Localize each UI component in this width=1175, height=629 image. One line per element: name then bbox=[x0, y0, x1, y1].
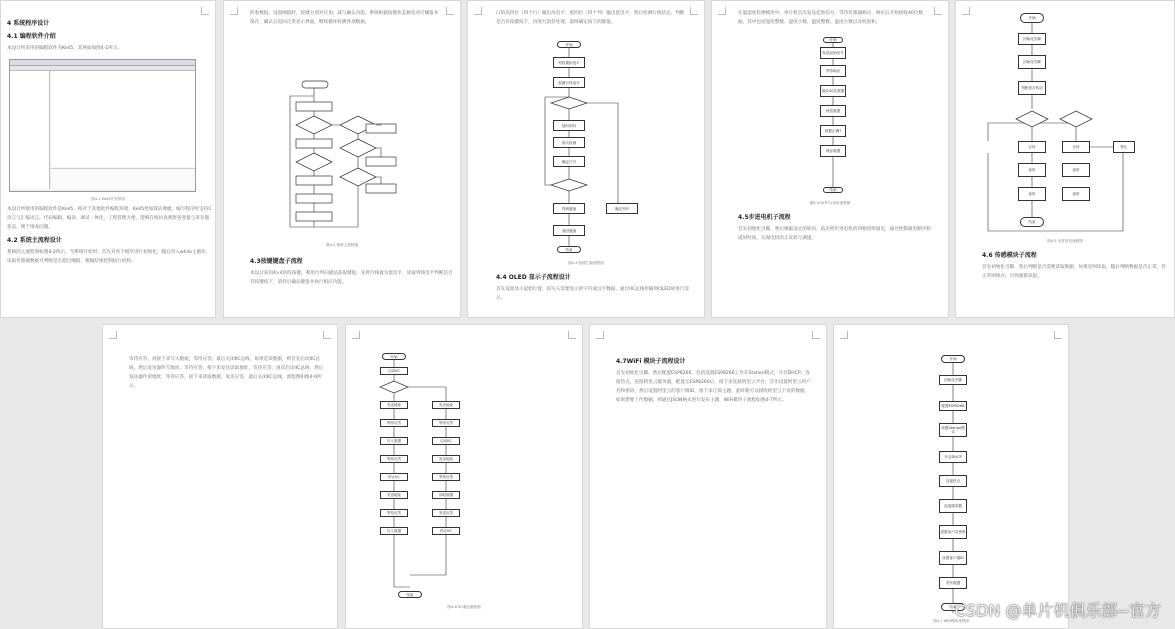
flow-step: 延时消抖 bbox=[553, 120, 585, 131]
paragraph: 首先初始化引脚，然后判断是否需要读取数据，如果是则读取，随后判断数据是否正常，若正常则保存，否则重新读取。 bbox=[982, 265, 1166, 279]
flow-step: 启动IIC bbox=[432, 437, 460, 445]
paragraph: 本设计采用4×4矩阵按键，利用行列扫描法获取键值，先将行线置为低电平，读取列线电平判断是否有按键按下，消抖后确认键值并执行相应功能。 bbox=[250, 271, 453, 285]
flow-step: 接收40位数据 bbox=[820, 85, 846, 97]
keil-screenshot bbox=[9, 59, 196, 192]
screenshot-project-panel bbox=[10, 71, 50, 189]
document-page-2[interactable] bbox=[223, 0, 461, 318]
flow-step: 确定列号 bbox=[606, 203, 638, 214]
flow-step: 发送应答 bbox=[432, 509, 460, 517]
document-page-7[interactable] bbox=[345, 324, 583, 629]
paragraph: 等待应答，再接下来写入数据，等待应答，最后关闭IIC总线。如果是读数据，则首先启动IIC总线，然后发送器件写地址，等待应答，接下来发送读取地址，等待应答，再次启动IIC总线，然后发送器件读地址，等待应答，接下来读取数据，发送应答，最后关闭IIC总线，流程图如图4-6所示。 bbox=[129, 357, 324, 389]
flow-step: 开始 bbox=[1020, 13, 1044, 23]
flow-step: 开始 bbox=[941, 355, 965, 363]
subsection-heading: 4.5步进电机子流程 bbox=[738, 214, 791, 221]
paragraph: 本设计所使用的编程软件是Keil5，相对于其他软件编程环境，Keil5更加简洁便捷。编写程序时支持C语言与汇编语言，代码编辑、编译、调试一体化，工程管理方便，能够在线仿真观察各变量与寄存器状态，便于排查问题。 bbox=[7, 207, 212, 230]
subsection-heading: 4.2 系统主流程设计 bbox=[7, 237, 62, 244]
flow-step: 发布数据 bbox=[939, 577, 967, 589]
flow-step: 发送地址 bbox=[380, 491, 408, 499]
flow-step: 等待应答 bbox=[432, 473, 460, 481]
flow-step: 开始 bbox=[382, 353, 406, 360]
flow-step: 结束 bbox=[557, 246, 581, 253]
flow-box bbox=[366, 124, 396, 133]
flow-decision bbox=[380, 381, 408, 393]
paragraph: 的参数值。设置阈值时，按键分别对应加、减与确认功能，系统根据按键状态修改对应阈值并保存，确认后返回正常显示界面，继续循环检测各项数据。 bbox=[250, 11, 439, 25]
flow-step: 设置客户端ID bbox=[939, 551, 967, 565]
page-corner-mark bbox=[812, 331, 820, 339]
flow-step: 等待应答 bbox=[432, 419, 460, 427]
flow-step: 保存数据 bbox=[820, 145, 846, 157]
document-page-4[interactable] bbox=[711, 0, 949, 318]
paragraph: 系统的主流程图如图4-2所示。当系统开始时，首先对各个模块进行初始化，随后进入while主循环，读取传感器数据并判断是否超过阈值，根据结果控制执行机构。 bbox=[7, 250, 211, 264]
flow-step: 发送起始信号 bbox=[820, 47, 846, 59]
page-corner-mark bbox=[323, 331, 331, 339]
flow-step: 发送地址 bbox=[432, 401, 460, 409]
flow-step: 等待响应 bbox=[820, 65, 846, 77]
figure-caption: 图4-7 WiFi模块流程图 bbox=[933, 619, 969, 623]
flow-step: 延时 bbox=[1062, 163, 1090, 177]
flow-step: 得到键值 bbox=[553, 203, 585, 214]
flow-step: 返回键值 bbox=[553, 225, 585, 236]
flow-step: 延时 bbox=[1062, 187, 1090, 201]
flow-box bbox=[296, 102, 332, 111]
figure-caption: 图4-4 DHT11读取流程图 bbox=[809, 201, 851, 205]
subsection-heading: 4.1 编程软件介绍 bbox=[7, 33, 56, 40]
flow-step: 结束 bbox=[398, 591, 422, 598]
flow-step: 等待应答 bbox=[380, 455, 408, 463]
paragraph: 首先初始化引脚，然后配置ESP8266，包括设置ESP8266工作在Station模式，开启DHCP，连接热点，连接阿里云服务器，配置完ESP8266后，接下来连接阿里云平台，首先设置阿里云用户名和密码，然后设置阿里云的客户端ID，接下来订阅主题，此时就可以接收阿里云下发的数据，如果想要上传数据，则通过JSON格式进行发布主题，WiFi模块子流程如图4-7所示。 bbox=[616, 371, 811, 403]
flow-step: 停止 bbox=[1113, 141, 1135, 153]
flow-step: 设置用户名密码 bbox=[939, 525, 967, 539]
flow-step: 延时 bbox=[1018, 163, 1046, 177]
flow-step: 正转 bbox=[1018, 141, 1046, 153]
paragraph: 首先设置显示起始位置，再写入需要显示的字符或汉字数据，通过IIC总线传输到OLED屏进行显示。 bbox=[496, 287, 690, 301]
flow-step: 启动IIC bbox=[380, 367, 408, 375]
page-corner-mark bbox=[109, 331, 117, 339]
document-page-8[interactable] bbox=[589, 324, 827, 629]
flow-step: 再次检测 bbox=[553, 137, 585, 148]
flow-step: 停止IIC bbox=[380, 473, 408, 481]
flow-box bbox=[296, 139, 332, 148]
flow-box bbox=[296, 212, 332, 221]
flow-decision bbox=[1060, 111, 1092, 127]
paragraph: 口的高四位（四个行）输出高电平，低四位（四个列）输出低电平，然后检测行线状态，判断是否有按键按下，再进行消抖处理，最终确定按下的键值。 bbox=[496, 11, 685, 25]
flow-step: 检测行线电平 bbox=[553, 77, 585, 88]
flow-step: 开始 bbox=[557, 41, 581, 48]
subsection-heading: 4.3按键键盘子流程 bbox=[250, 258, 303, 265]
flow-step: 发送地址 bbox=[380, 401, 408, 409]
subsection-heading: 4.7WiFi 模块子流程设计 bbox=[616, 358, 686, 365]
figure-caption: 图4-5 步进电机流程图 bbox=[1047, 239, 1083, 243]
flow-step: 结束 bbox=[941, 603, 965, 611]
flow-decision bbox=[340, 139, 376, 157]
subsection-heading: 4.6 传感模块子流程 bbox=[982, 252, 1037, 259]
flow-start bbox=[302, 81, 328, 88]
watermark: CSDN @单片机俱乐部--官方 bbox=[954, 601, 1161, 620]
flow-step: 开启DHCP bbox=[939, 451, 967, 463]
screenshot-output bbox=[51, 168, 195, 189]
flow-decision bbox=[296, 153, 332, 171]
flow-step: 列线置低电平 bbox=[553, 57, 585, 68]
flow-step: 判断是否转动 bbox=[1018, 81, 1046, 95]
document-page-5[interactable] bbox=[955, 0, 1175, 318]
flow-step: 校验数据 bbox=[820, 105, 846, 117]
flow-step: 数据正确? bbox=[820, 125, 846, 137]
flow-step: 配置ESP8266 bbox=[939, 401, 967, 411]
flow-step: 等待应答 bbox=[380, 509, 408, 517]
flow-step: 初始化引脚 bbox=[1018, 55, 1046, 69]
flow-step: 结束 bbox=[1020, 217, 1044, 227]
document-page-3[interactable] bbox=[467, 0, 705, 318]
section-heading: 4 系统程序设计 bbox=[7, 20, 50, 27]
document-page-6[interactable] bbox=[102, 324, 338, 629]
flow-step: 等待应答 bbox=[380, 419, 408, 427]
figure-caption: 图4-2 系统主流程图 bbox=[325, 243, 359, 247]
flow-step: 停止IIC bbox=[432, 527, 460, 535]
flow-step: 初始化引脚 bbox=[1018, 33, 1046, 45]
flow-box bbox=[296, 176, 332, 185]
flow-decision bbox=[296, 116, 332, 134]
page-corner-mark bbox=[201, 7, 209, 15]
flow-step: 延时 bbox=[1018, 187, 1046, 201]
paragraph: 在温湿度检测模块中，单片机首先发送起始信号，等待传感器响应，响应后开始接收40位数据，其中包括湿度整数、湿度小数、温度整数、温度小数以及校验和。 bbox=[738, 11, 924, 25]
flow-decision bbox=[1016, 111, 1048, 127]
flow-step: 读取数据 bbox=[432, 491, 460, 499]
flow-decision bbox=[340, 168, 376, 186]
flow-step: 开始 bbox=[823, 37, 843, 43]
figure-caption: 图4-3 按键扫描流程图 bbox=[568, 261, 604, 265]
flow-box bbox=[366, 184, 396, 193]
figure-caption: 图4-1 Keil5开发界面 bbox=[91, 197, 125, 201]
flow-step: 写入数据 bbox=[380, 437, 408, 445]
screenshot-editor bbox=[51, 71, 195, 167]
flow-box bbox=[366, 157, 396, 166]
flow-step: 确定行号 bbox=[553, 156, 585, 167]
document-page-1[interactable] bbox=[0, 0, 216, 318]
flow-step: 设置Station模式 bbox=[939, 423, 967, 437]
paragraph: 首先初始化引脚，然后根据设定的转向，依次给步进电机的四相绕组通电，通过控制通电顺序和延时时间，实现电机的正反转与调速。 bbox=[738, 227, 931, 241]
flow-step: 初始化引脚 bbox=[939, 375, 967, 385]
page-corner-mark bbox=[596, 331, 604, 339]
figure-caption: 图4-6 IIC通信流程图 bbox=[447, 605, 481, 609]
flow-step: 反转 bbox=[1062, 141, 1090, 153]
flow-step: 连接热点 bbox=[939, 475, 967, 487]
flow-step: 发送地址 bbox=[432, 455, 460, 463]
paragraph: 本设计所采用的编程软件为Keil5，其界面如图4-1所示。 bbox=[7, 46, 123, 51]
flow-step: 结束 bbox=[823, 187, 843, 193]
subsection-heading: 4.4 OLED 显示子流程设计 bbox=[496, 274, 571, 281]
flow-step: 写入数据 bbox=[380, 527, 408, 535]
document-page-9[interactable] bbox=[833, 324, 1069, 629]
flow-step: 连接服务器 bbox=[939, 499, 967, 513]
flow-box bbox=[296, 194, 332, 203]
